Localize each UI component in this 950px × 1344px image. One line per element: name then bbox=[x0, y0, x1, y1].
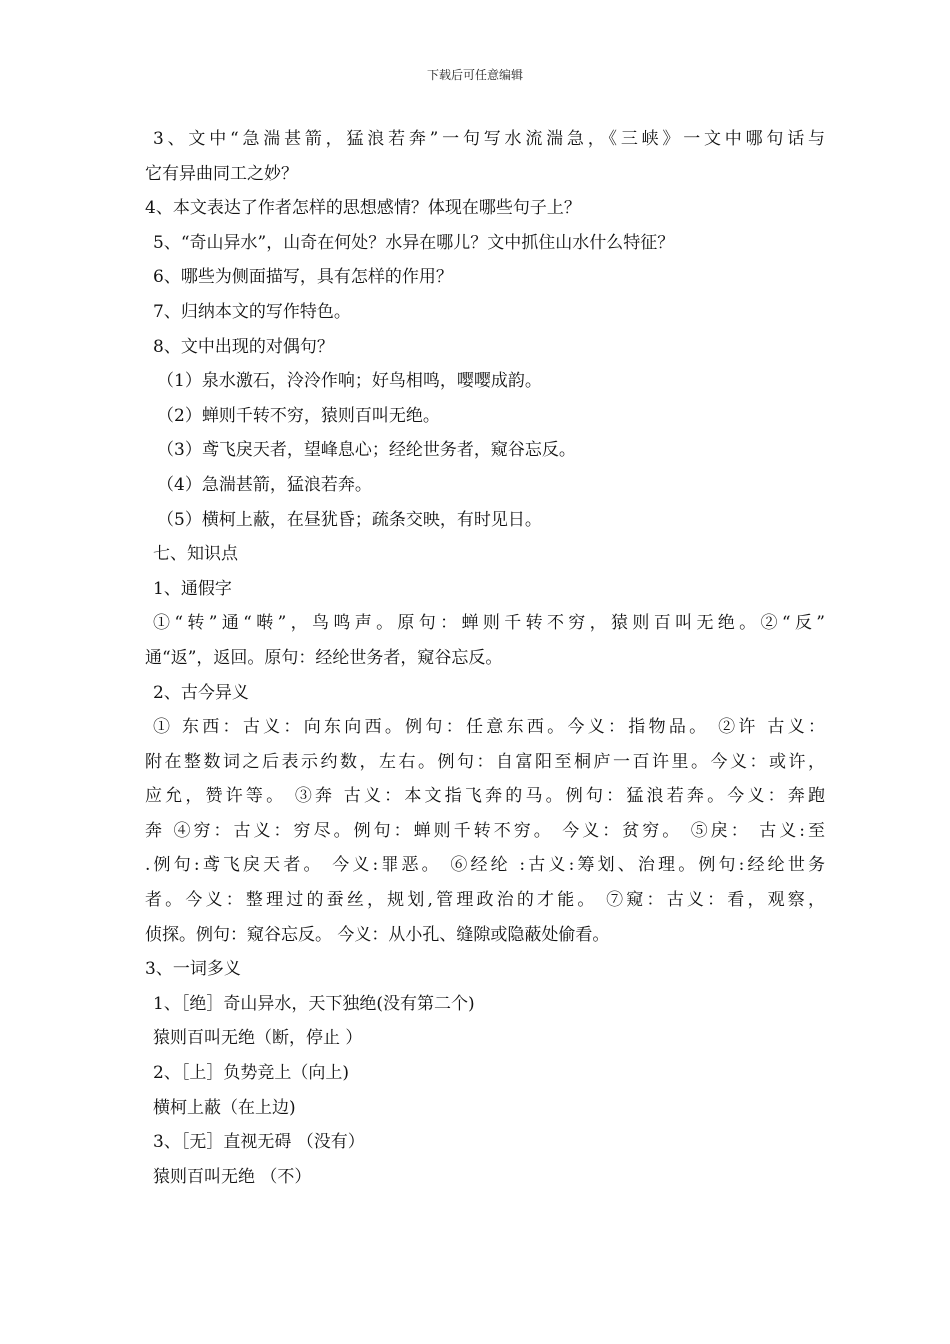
text-line: 附在整数词之后表示约数，左右。例句：自富阳至桐庐一百许里。今义：或许， bbox=[145, 751, 825, 772]
text-line: 1、通假字 bbox=[153, 578, 232, 599]
text-line: 5、“奇山异水”，山奇在何处？水异在哪儿？文中抓住山水什么特征？ bbox=[153, 232, 675, 253]
text-line: 它有异曲同工之妙？ bbox=[145, 163, 298, 184]
text-line: 通“返”，返回。原句：经纶世务者，窥谷忘反。 bbox=[145, 647, 503, 668]
text-line: 2、古今异义 bbox=[153, 682, 249, 703]
text-line: （4）急湍甚箭，猛浪若奔。 bbox=[157, 474, 372, 495]
text-line: （1）泉水激石，泠泠作响；好鸟相鸣，嘤嘤成韵。 bbox=[157, 371, 542, 392]
text-line: （3）鸢飞戾天者，望峰息心；经纶世务者，窥谷忘反。 bbox=[157, 440, 576, 461]
text-line: 猿则百叫无绝（断，停止 ） bbox=[153, 1028, 363, 1049]
text-line: （2）蝉则千转不穷，猿则百叫无绝。 bbox=[157, 405, 440, 426]
text-line: 3、一词多义 bbox=[145, 959, 241, 980]
text-line: ①“转”通“啭”，鸟鸣声。原句：蝉则千转不穷，猿则百叫无绝。②“反” bbox=[153, 613, 825, 634]
text-line: 横柯上蔽（在上边) bbox=[153, 1097, 296, 1118]
text-line: 6、哪些为侧面描写，具有怎样的作用？ bbox=[153, 267, 453, 288]
text-line: 7、归纳本文的写作特色。 bbox=[153, 301, 351, 322]
text-line: 3、［无］直视无碍 （没有） bbox=[153, 1132, 365, 1153]
text-line: 3、文中“急湍甚箭，猛浪若奔”一句写水流湍急，《三峡》一文中哪句话与 bbox=[153, 129, 825, 149]
text-line: .例句:鸢飞戾天者。 今义:罪恶。 ⑥经纶 :古义:筹划、治理。例句:经纶世务 bbox=[145, 855, 825, 876]
text-line: 者。今义：整理过的蚕丝，规划,管理政治的才能。 ⑦窥：古义：看，观察， bbox=[145, 890, 825, 911]
text-line: 七、知识点 bbox=[153, 544, 238, 565]
text-line: （5）横柯上蔽，在昼犹昏；疏条交映，有时见日。 bbox=[157, 509, 542, 530]
text-line: ① 东西：古义：向东向西。例句：任意东西。今义：指物品。 ②许 古义： bbox=[153, 717, 825, 738]
text-line: 应允，赞许等。 ③奔 古义：本文指飞奔的马。例句：猛浪若奔。今义：奔跑 bbox=[145, 786, 825, 807]
page-header: 下载后可任意编辑 bbox=[426, 68, 523, 82]
document-body bbox=[145, 122, 825, 1194]
text-line: 4、本文表达了作者怎样的思想感情？体现在哪些句子上？ bbox=[145, 198, 581, 219]
text-line: 8、文中出现的对偶句？ bbox=[153, 336, 334, 357]
text-line: 侦探。例句：窥谷忘反。 今义：从小孔、缝隙或隐蔽处偷看。 bbox=[145, 924, 610, 945]
text-line: 1、［绝］奇山异水，天下独绝(没有第二个) bbox=[153, 993, 475, 1014]
text-line: 2、［上］负势竞上（向上) bbox=[153, 1063, 349, 1084]
text-line: 奔 ④穷：古义：穷尽。例句：蝉则千转不穷。 今义：贫穷。 ⑤戾： 古义:至 bbox=[145, 820, 825, 841]
text-line: 猿则百叫无绝 （不） bbox=[153, 1166, 312, 1187]
